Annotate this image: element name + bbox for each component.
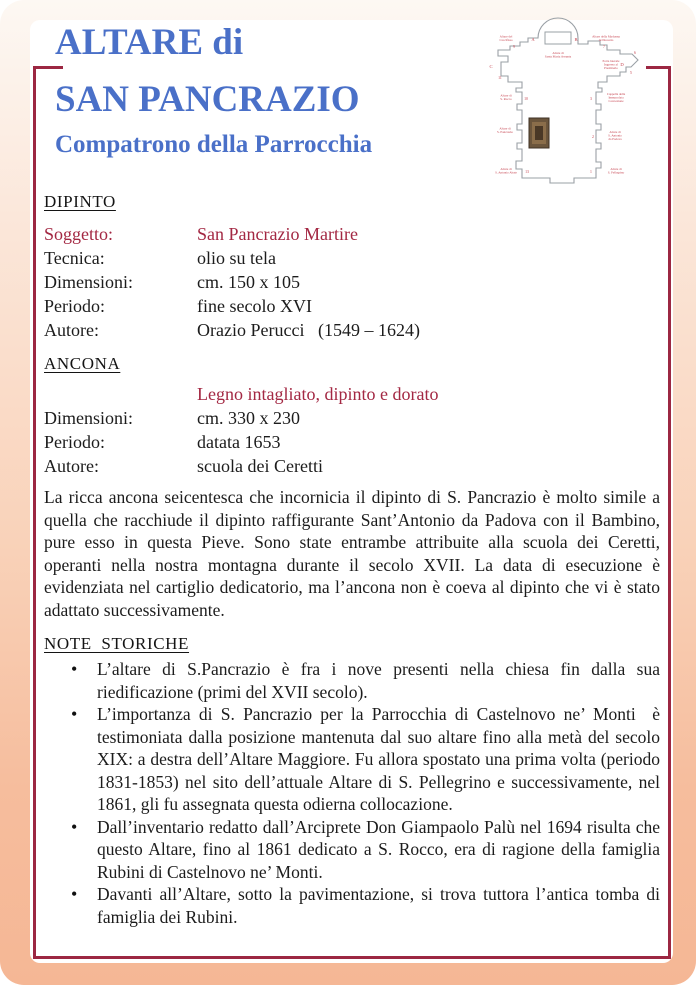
page-title-line1: ALTARE di bbox=[55, 22, 244, 63]
detail-label: Autore: bbox=[44, 320, 99, 340]
section-heading-dipinto: DIPINTO bbox=[44, 192, 116, 211]
plan-label-padova: S. Antonio bbox=[608, 133, 622, 138]
detail-label: Periodo: bbox=[44, 296, 105, 316]
detail-value: datata 1653 bbox=[197, 432, 281, 452]
detail-row bbox=[44, 222, 660, 246]
detail-value: Orazio Perucci (1549 – 1624) bbox=[197, 320, 420, 340]
page-title-line2: SAN PANCRAZIO bbox=[55, 79, 360, 120]
note-item: • L’altare di S.Pancrazio è fra i nove presenti nella chiesa fin dalla sua riedificazione (primi del XVII secolo). bbox=[44, 658, 660, 703]
ancona-details bbox=[44, 382, 660, 478]
detail-value: San Pancrazio Martire bbox=[197, 224, 358, 244]
plan-label-pellegrino: S. Pellegrino bbox=[607, 170, 625, 175]
plan-num-11: 11 bbox=[498, 76, 502, 80]
plan-label-immacolata: Immacolata bbox=[608, 95, 624, 100]
detail-value: scuola dei Ceretti bbox=[197, 456, 323, 476]
detail-row bbox=[44, 382, 660, 406]
plan-num-9: 9 bbox=[513, 45, 515, 49]
church-floorplan bbox=[486, 12, 652, 190]
note-item: • L’importanza di S. Pancrazio per la Parrocchia di Castelnovo ne’ Monti è testimoniata dalla posizione mantenuta dal suo altare fino alla metà del secolo XIX: a destra dell’Altare Maggiore. Fu allora spostato una prima volta (periodo 1831-1853) nel sito dell’attuale Altare di S. Pellegrino e successivamente, nel 1861, gli fu assegnata questa odierna collocazione. bbox=[44, 703, 660, 816]
church-floorplan-svg bbox=[486, 12, 652, 190]
detail-row bbox=[44, 318, 660, 342]
detail-label: Dimensioni: bbox=[44, 272, 133, 292]
plan-letter-b: B bbox=[574, 37, 578, 42]
plan-label-rosario: Altare della Madonna bbox=[592, 34, 620, 39]
maroon-top-left-stub bbox=[33, 66, 63, 69]
plan-label-presbiterio: Presbiterio bbox=[604, 66, 618, 70]
section-heading-ancona: ANCONA bbox=[44, 354, 121, 373]
plan-num-3: 3 bbox=[590, 97, 592, 101]
detail-value: olio su tela bbox=[197, 248, 276, 268]
detail-row bbox=[44, 430, 660, 454]
plan-label-immacolata: Cappella della bbox=[606, 92, 626, 96]
detail-row bbox=[44, 246, 660, 270]
historical-notes-list bbox=[44, 658, 660, 928]
detail-value: Legno intagliato, dipinto e dorato bbox=[197, 384, 439, 404]
detail-value: cm. 330 x 230 bbox=[197, 408, 300, 428]
plan-label-padova: da Padova bbox=[608, 137, 622, 141]
plan-label-presbiterio: Porta laterale bbox=[602, 59, 620, 63]
plan-num-5: 5 bbox=[630, 71, 632, 75]
detail-label: Periodo: bbox=[44, 432, 105, 452]
plan-num-13: 13 bbox=[525, 170, 529, 174]
plan-num-6: 6 bbox=[634, 51, 636, 55]
plan-label-rosario: del Rosario bbox=[598, 38, 614, 42]
plan-num-10: 10 bbox=[524, 97, 528, 101]
plan-num-2: 2 bbox=[592, 135, 594, 139]
detail-label: Soggetto: bbox=[44, 224, 114, 244]
note-item: • Dall’inventario redatto dall’Arciprete Don Giampaolo Palù nel 1694 risulta che questo Altare, fino al 1861 dedicato a S. Rocco, era di ragione della famiglia Rubini di Castelnovo ne’ Monti. bbox=[44, 816, 660, 884]
detail-value: fine secolo XVI bbox=[197, 296, 312, 316]
plan-label-rocco: S. Rocco bbox=[500, 97, 512, 101]
plan-label-crocifisso: Crocifisso bbox=[499, 38, 513, 42]
document-body bbox=[44, 192, 660, 928]
page-subtitle: Compatrono della Parrocchia bbox=[55, 131, 373, 158]
plan-label-pellegrino: Altare di bbox=[610, 167, 622, 171]
note-item: • Davanti all’Altare, sotto la pavimentazione, si trova tuttora l’antica tomba di famiglia dei Rubini. bbox=[44, 883, 660, 928]
detail-value: cm. 150 x 105 bbox=[197, 272, 300, 292]
plan-letter-a: A bbox=[531, 37, 535, 42]
section-heading-note-storiche: NOTE STORICHE bbox=[44, 634, 190, 653]
altarpiece-thumbnail bbox=[529, 118, 549, 148]
dipinto-details bbox=[44, 222, 660, 342]
detail-row bbox=[44, 294, 660, 318]
plan-label-abate: Altare di bbox=[500, 167, 512, 171]
detail-label: Autore: bbox=[44, 456, 99, 476]
detail-label bbox=[44, 382, 197, 406]
plan-num-7: 7 bbox=[603, 45, 605, 49]
plan-label-assunta: Santa Maria Assunta bbox=[544, 54, 572, 59]
plan-num-1: 1 bbox=[590, 170, 592, 174]
plan-label-assunta: Altare di bbox=[552, 51, 564, 55]
plan-label-abate: S. Antonio Abate bbox=[495, 170, 517, 175]
plan-label-presbiterio: Ingresso al bbox=[604, 62, 618, 67]
detail-row bbox=[44, 406, 660, 430]
detail-label: Tecnica: bbox=[44, 248, 105, 268]
plan-label-pancrazio: S. Pancrazio bbox=[497, 130, 513, 134]
plan-letter-d: D bbox=[620, 62, 624, 67]
high-altar-rect bbox=[545, 32, 571, 44]
plan-label-pancrazio: Altare di bbox=[499, 126, 511, 131]
plan-letter-c: C bbox=[489, 64, 493, 69]
plan-label-rocco: Altare di bbox=[500, 93, 512, 98]
detail-label: Dimensioni: bbox=[44, 408, 133, 428]
detail-row bbox=[44, 270, 660, 294]
plan-label-crocifisso: Altare del bbox=[499, 34, 513, 39]
detail-row bbox=[44, 454, 660, 478]
plan-label-immacolata: Concezione bbox=[608, 99, 624, 103]
plan-label-padova: Altare di bbox=[609, 130, 621, 134]
ancona-description: La ricca ancona seicentesca che incornicia il dipinto di S. Pancrazio è molto simile a quella che racchiude il dipinto raffigurante Sant’Antonio da Padova con il Bambino, pure esso in questa Pieve. Sono state entrambe attribuite alla scuola dei Ceretti, operanti nella nostra montagna durante il secolo XVII. La data di esecuzione è evidenziata nel cartiglio dedicatorio, ma l’ancona non è coeva al dipinto che vi è stato adattato successivamente. bbox=[44, 487, 660, 620]
